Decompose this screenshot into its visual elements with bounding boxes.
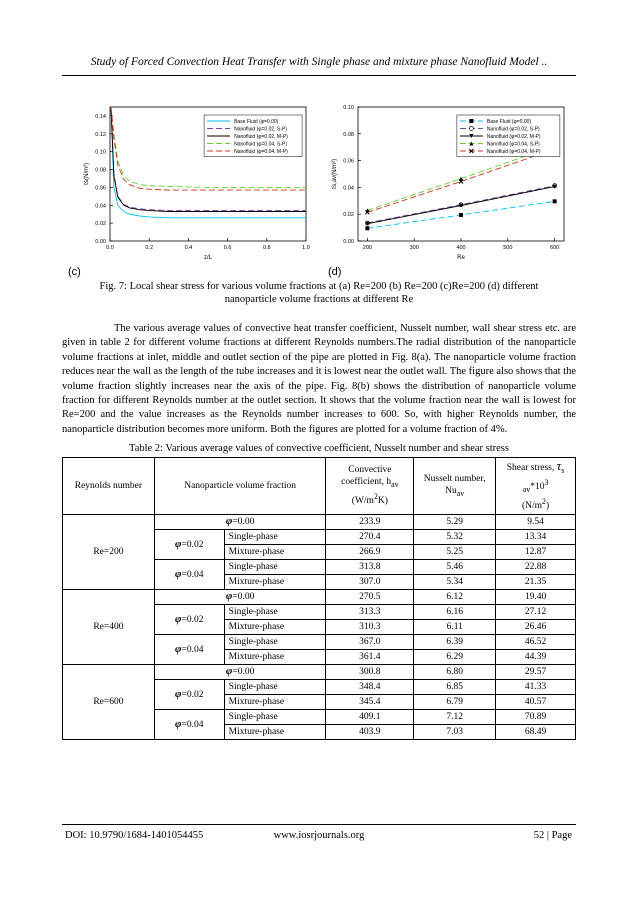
running-header: Study of Forced Convection Heat Transfer with Single phase and mixture phase Nanofluid Model .. — [90, 56, 548, 68]
cell-nu: 6.12 — [414, 590, 496, 605]
header-nusselt-sub: av — [456, 488, 465, 498]
table-body — [63, 515, 576, 740]
chart-c-ytick-label: 0.14 — [95, 113, 106, 120]
cell-phase: Mixture-phase — [224, 695, 326, 710]
cell-tau: 22.88 — [496, 560, 576, 575]
figure-caption — [80, 280, 558, 306]
header-convective-sub: av — [391, 480, 399, 490]
chart-d-data-point — [365, 226, 369, 230]
cell-tau: 70.89 — [496, 710, 576, 725]
header-shear-l4: ) — [545, 501, 550, 512]
chart-c-legend-label: Base Fluid (φ=0.00) — [234, 119, 279, 125]
cell-nu: 7.03 — [414, 725, 496, 740]
chart-c-ytick-label: 0.12 — [95, 131, 106, 138]
cell-h: 307.0 — [326, 575, 414, 590]
cell-tau: 9.54 — [496, 515, 576, 530]
chart-c-legend-label: Nanofluid (φ=0.02, M-P) — [234, 134, 288, 140]
header-convective-sup: 2 — [373, 492, 378, 502]
cell-tau: 19.40 — [496, 590, 576, 605]
cell-tau: 21.35 — [496, 575, 576, 590]
header-shear-l3: (N/m — [521, 501, 543, 512]
chart-c-legend-label: Nanofluid (φ=0.04, M-P) — [234, 149, 288, 155]
chart-c-ytick-label: 0.08 — [95, 167, 106, 174]
cell-nu: 5.25 — [414, 545, 496, 560]
cell-nu: 6.85 — [414, 680, 496, 695]
chart-d-data-point — [459, 213, 463, 217]
header-rule — [62, 75, 576, 76]
fraction-value: =0.00 — [232, 592, 255, 602]
header-nusselt — [414, 458, 496, 515]
chart-c-svg — [62, 95, 324, 270]
cell-phase: Single-phase — [224, 710, 326, 725]
cell-phase: Single-phase — [224, 605, 326, 620]
cell-nu: 6.80 — [414, 665, 496, 680]
panel-label-c: (c) — [68, 266, 81, 278]
header-convective-l1: Convective — [348, 465, 392, 476]
chart-c-legend-label: Nanofluid (φ=0.02, S-P) — [234, 126, 287, 133]
fraction-value: =0.02 — [181, 539, 204, 550]
chart-d-legend-marker — [469, 119, 473, 123]
header-convective-l2: coefficient, h — [341, 477, 392, 488]
header-shear-sub2: av — [522, 484, 531, 494]
header-convective-l4: K) — [377, 496, 388, 507]
chart-c-ytick-label: 0.02 — [95, 221, 106, 228]
cell-reynolds: Re=200 — [63, 515, 155, 590]
chart-d-xtick-label: 200 — [362, 245, 372, 251]
fraction-value: =0.00 — [232, 517, 255, 527]
cell-tau: 41.33 — [496, 680, 576, 695]
cell-h: 300.8 — [326, 665, 414, 680]
phi-symbol: φ — [175, 717, 182, 730]
fraction-value: =0.02 — [181, 614, 204, 625]
fraction-value: =0.00 — [232, 667, 255, 677]
cell-nu: 6.11 — [414, 620, 496, 635]
chart-c-ytick-label: 0.00 — [95, 239, 106, 245]
fraction-value: =0.04 — [181, 719, 204, 730]
header-convective-l3: (W/m — [351, 496, 374, 507]
cell-phase: Mixture-phase — [224, 650, 326, 665]
cell-h: 270.4 — [326, 530, 414, 545]
chart-d-legend-label: Nanofluid (φ=0.02, S-P) — [486, 126, 540, 133]
cell-nu: 5.34 — [414, 575, 496, 590]
cell-nu: 5.29 — [414, 515, 496, 530]
chart-panel-c — [62, 95, 324, 270]
panel-label-d: (d) — [328, 266, 342, 278]
cell-phase: Single-phase — [224, 530, 326, 545]
header-shear-l1: Shear stress, — [506, 462, 557, 473]
cell-phase: Mixture-phase — [224, 620, 326, 635]
cell-phase: Single-phase — [224, 560, 326, 575]
results-table — [62, 457, 576, 740]
chart-c-xtick-label: 0.8 — [262, 245, 271, 251]
cell-phase: Single-phase — [224, 680, 326, 695]
chart-c-ylabel: τs(N/m²) — [84, 162, 90, 186]
phi-symbol: φ — [225, 590, 233, 602]
cell-h: 345.4 — [326, 695, 414, 710]
fraction-value: =0.02 — [181, 689, 204, 700]
chart-d-legend-label: Base Fluid (φ=0.00) — [486, 119, 532, 125]
body-paragraph-text: The various average values of convective heat transfer coefficient, Nusselt number, wall shear stress etc. are given in table 2 for different volume fractions at different Reynolds numbers.The radial distribution of the nanoparticle volume fractions at inlet, middle and outlet section of the pipe are plotted in Fig. 8(a). The nanoparticle volume fraction reduces near the wall as the length of the tube increases and it is lowest near the outlet wall. The figure also shows that the volume fraction slightly increases near the axis of the pipe. Fig. 8(b) shows the distribution of nanoparticle volume fraction for different Reynolds number at the outlet section. It shows that the volume fraction near the wall is lowest for Re=200 and the value increases as the Reynolds number increases to 600. So, with higher Reynolds number, the nanoparticle distribution becomes more uniform. Both the figures are plotted for a volume fraction of 4%. — [62, 323, 576, 435]
cell-tau: 13.34 — [496, 530, 576, 545]
cell-fraction — [154, 560, 224, 590]
cell-h: 310.3 — [326, 620, 414, 635]
cell-reynolds: Re=400 — [63, 590, 155, 665]
cell-h: 313.8 — [326, 560, 414, 575]
cell-fraction — [154, 590, 326, 605]
cell-tau: 40.57 — [496, 695, 576, 710]
footer-website: www.iosrjournals.org — [273, 830, 365, 841]
caption-line-2: nanoparticle volume fractions at different Re — [224, 294, 414, 305]
chart-d-ytick-label: 0.10 — [343, 105, 354, 111]
header-shear-sup2: 2 — [542, 496, 546, 506]
chart-panel-d — [320, 95, 582, 270]
chart-d-legend-label: Nanofluid (φ=0.04, M-P) — [486, 149, 541, 155]
cell-tau: 44.39 — [496, 650, 576, 665]
chart-d-ytick-label: 0.02 — [343, 212, 354, 219]
fraction-value: =0.04 — [181, 644, 204, 655]
header-reynolds: Reynolds number — [63, 458, 155, 515]
cell-nu: 7.12 — [414, 710, 496, 725]
cell-h: 270.5 — [326, 590, 414, 605]
phi-symbol: φ — [225, 665, 233, 677]
chart-d-svg — [320, 95, 582, 270]
footer-doi: DOI: 10.9790/1684-1401054455 — [65, 830, 204, 841]
cell-fraction — [154, 530, 224, 560]
cell-nu: 5.46 — [414, 560, 496, 575]
cell-phase: Mixture-phase — [224, 545, 326, 560]
cell-h: 403.9 — [326, 725, 414, 740]
table-row — [63, 515, 576, 530]
chart-d-xlabel: Re — [457, 255, 465, 261]
cell-reynolds: Re=600 — [63, 665, 155, 740]
header-convective — [326, 458, 414, 515]
header-nusselt-l1: Nusselt number, — [423, 473, 486, 484]
chart-d-ytick-label: 0.06 — [343, 158, 354, 165]
chart-d-ytick-label: 0.08 — [343, 131, 354, 138]
cell-fraction — [154, 515, 326, 530]
chart-d-data-point — [553, 199, 557, 203]
cell-tau: 46.52 — [496, 635, 576, 650]
cell-fraction — [154, 680, 224, 710]
header-shear-l2: *10 — [530, 482, 545, 492]
chart-c-xtick-label: 1.0 — [302, 245, 310, 251]
chart-c-xtick-label: 0.6 — [223, 245, 232, 251]
phi-symbol: φ — [225, 515, 233, 527]
chart-c-xlabel: z/L — [203, 255, 213, 261]
phi-symbol: φ — [175, 612, 182, 625]
cell-h: 367.0 — [326, 635, 414, 650]
cell-h: 361.4 — [326, 650, 414, 665]
cell-tau: 68.49 — [496, 725, 576, 740]
table-row — [63, 590, 576, 605]
header-shear-sup: 3 — [544, 477, 549, 487]
table-header-row — [63, 458, 576, 515]
chart-d-xtick-label: 300 — [409, 245, 419, 251]
cell-phase: Mixture-phase — [224, 575, 326, 590]
fraction-value: =0.04 — [181, 569, 204, 580]
chart-d-xtick-label: 400 — [456, 245, 466, 251]
body-paragraph — [62, 322, 576, 437]
header-shear — [496, 458, 576, 515]
chart-d-legend-marker — [469, 127, 473, 131]
table-title: Table 2: Various average values of convective coefficient, Nusselt number and shear stress — [129, 443, 509, 454]
cell-phase: Mixture-phase — [224, 725, 326, 740]
phi-symbol: φ — [175, 567, 182, 580]
cell-fraction — [154, 605, 224, 635]
table-row — [63, 665, 576, 680]
caption-line-1: Fig. 7: Local shear stress for various volume fractions at (a) Re=200 (b) Re=200 (c)Re=200 (d) different — [99, 281, 539, 292]
header-volume-fraction: Nanoparticle volume fraction — [154, 458, 326, 515]
cell-nu: 6.29 — [414, 650, 496, 665]
footer-page-number: 52 | Page — [533, 830, 572, 841]
footer-rule — [62, 824, 576, 825]
chart-c-xtick-label: 0.0 — [106, 245, 114, 251]
cell-nu: 6.39 — [414, 635, 496, 650]
cell-nu: 6.79 — [414, 695, 496, 710]
chart-c-ytick-label: 0.10 — [95, 149, 106, 156]
chart-c-legend-label: Nanofluid (φ=0.04, S-P) — [234, 141, 287, 148]
header-shear-tau: τ — [556, 457, 562, 473]
header-nusselt-l2: Nu — [445, 485, 457, 496]
cell-fraction — [154, 665, 326, 680]
cell-tau: 26.46 — [496, 620, 576, 635]
cell-tau: 12.87 — [496, 545, 576, 560]
cell-h: 266.9 — [326, 545, 414, 560]
cell-h: 233.9 — [326, 515, 414, 530]
chart-d-legend-label: Nanofluid (φ=0.02, M-P) — [486, 134, 541, 140]
chart-d-ytick-label: 0.04 — [343, 185, 354, 192]
cell-fraction — [154, 710, 224, 740]
cell-tau: 27.12 — [496, 605, 576, 620]
chart-c-xtick-label: 0.2 — [145, 245, 154, 251]
header-shear-sub1: s — [561, 465, 565, 475]
cell-tau: 29.57 — [496, 665, 576, 680]
cell-fraction — [154, 635, 224, 665]
phi-symbol: φ — [175, 537, 182, 550]
cell-h: 313.3 — [326, 605, 414, 620]
cell-phase: Single-phase — [224, 635, 326, 650]
chart-d-xtick-label: 600 — [550, 245, 560, 251]
cell-h: 409.1 — [326, 710, 414, 725]
chart-d-ytick-label: 0.00 — [343, 239, 354, 245]
chart-d-xtick-label: 500 — [503, 245, 513, 251]
phi-symbol: φ — [175, 687, 182, 700]
cell-nu: 6.16 — [414, 605, 496, 620]
chart-c-ytick-label: 0.04 — [95, 203, 106, 210]
phi-symbol: φ — [175, 642, 182, 655]
chart-c-ytick-label: 0.06 — [95, 185, 106, 192]
cell-nu: 5.32 — [414, 530, 496, 545]
chart-c-xtick-label: 0.4 — [184, 245, 193, 251]
chart-d-legend-label: Nanofluid (φ=0.04, S-P) — [486, 141, 540, 148]
cell-h: 348.4 — [326, 680, 414, 695]
chart-d-ylabel: τs,av(N/m²) — [332, 158, 338, 190]
